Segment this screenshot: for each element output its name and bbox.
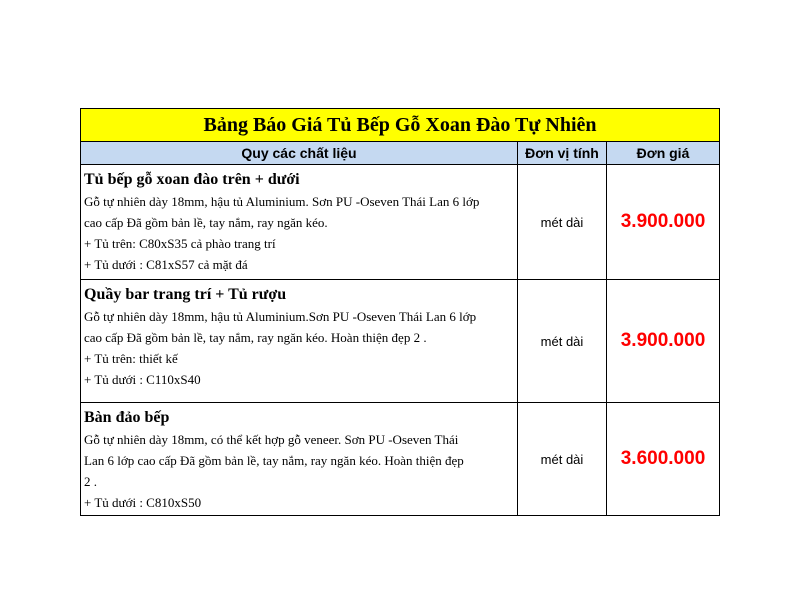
column-header-price: Đơn giá <box>607 142 720 165</box>
spec-cell <box>81 165 518 280</box>
item-name: Bàn đảo bếp <box>84 409 170 426</box>
item-detail-line: + Tủ dưới : C810xS50 <box>84 495 202 510</box>
item-name: Quầy bar trang trí + Tủ rượu <box>84 286 287 303</box>
header-row <box>81 142 720 165</box>
item-detail-line: Gỗ tự nhiên dày 18mm, hậu tủ Aluminium.Sơn PU -Oseven Thái Lan 6 lớp <box>84 309 477 324</box>
item-detail-line: + Tủ trên: thiết kế <box>84 351 178 366</box>
price-cell: 3.600.000 <box>607 403 720 516</box>
column-header-spec: Quy các chất liệu <box>81 142 518 165</box>
item-detail-line: Lan 6 lớp cao cấp Đã gồm bản lề, tay nắm, ray ngăn kéo. Hoàn thiện đẹp <box>84 453 464 468</box>
item-detail-line: + Tủ dưới : C81xS57 cả mặt đá <box>84 257 248 272</box>
unit-cell: mét dài <box>518 165 607 280</box>
price-cell: 3.900.000 <box>607 165 720 280</box>
table-row <box>81 280 720 403</box>
item-detail-line: 2 . <box>84 474 97 489</box>
spec-cell <box>81 280 518 403</box>
table-row <box>81 403 720 516</box>
title-row <box>81 109 720 142</box>
table-row <box>81 165 720 280</box>
unit-cell: mét dài <box>518 403 607 516</box>
item-detail-line: Gỗ tự nhiên dày 18mm, hậu tủ Aluminium. Sơn PU -Oseven Thái Lan 6 lớp <box>84 194 480 209</box>
item-detail-line: cao cấp Đã gồm bản lề, tay nắm, ray ngăn kéo. Hoàn thiện đẹp 2 . <box>84 330 427 345</box>
unit-cell: mét dài <box>518 280 607 403</box>
item-detail-line: Gỗ tự nhiên dày 18mm, có thể kết hợp gỗ veneer. Sơn PU -Oseven Thái <box>84 432 459 447</box>
spec-cell <box>81 403 518 516</box>
table-title: Bảng Báo Giá Tủ Bếp Gỗ Xoan Đào Tự Nhiên <box>81 109 720 142</box>
price-quote-table <box>80 108 720 516</box>
item-detail-line: cao cấp Đã gồm bản lề, tay nắm, ray ngăn kéo. <box>84 215 328 230</box>
item-name: Tủ bếp gỗ xoan đào trên + dưới <box>84 171 300 188</box>
price-cell: 3.900.000 <box>607 280 720 403</box>
column-header-unit: Đơn vị tính <box>518 142 607 165</box>
item-detail-line: + Tủ trên: C80xS35 cả phào trang trí <box>84 236 276 251</box>
item-detail-line: + Tủ dưới : C110xS40 <box>84 372 201 387</box>
